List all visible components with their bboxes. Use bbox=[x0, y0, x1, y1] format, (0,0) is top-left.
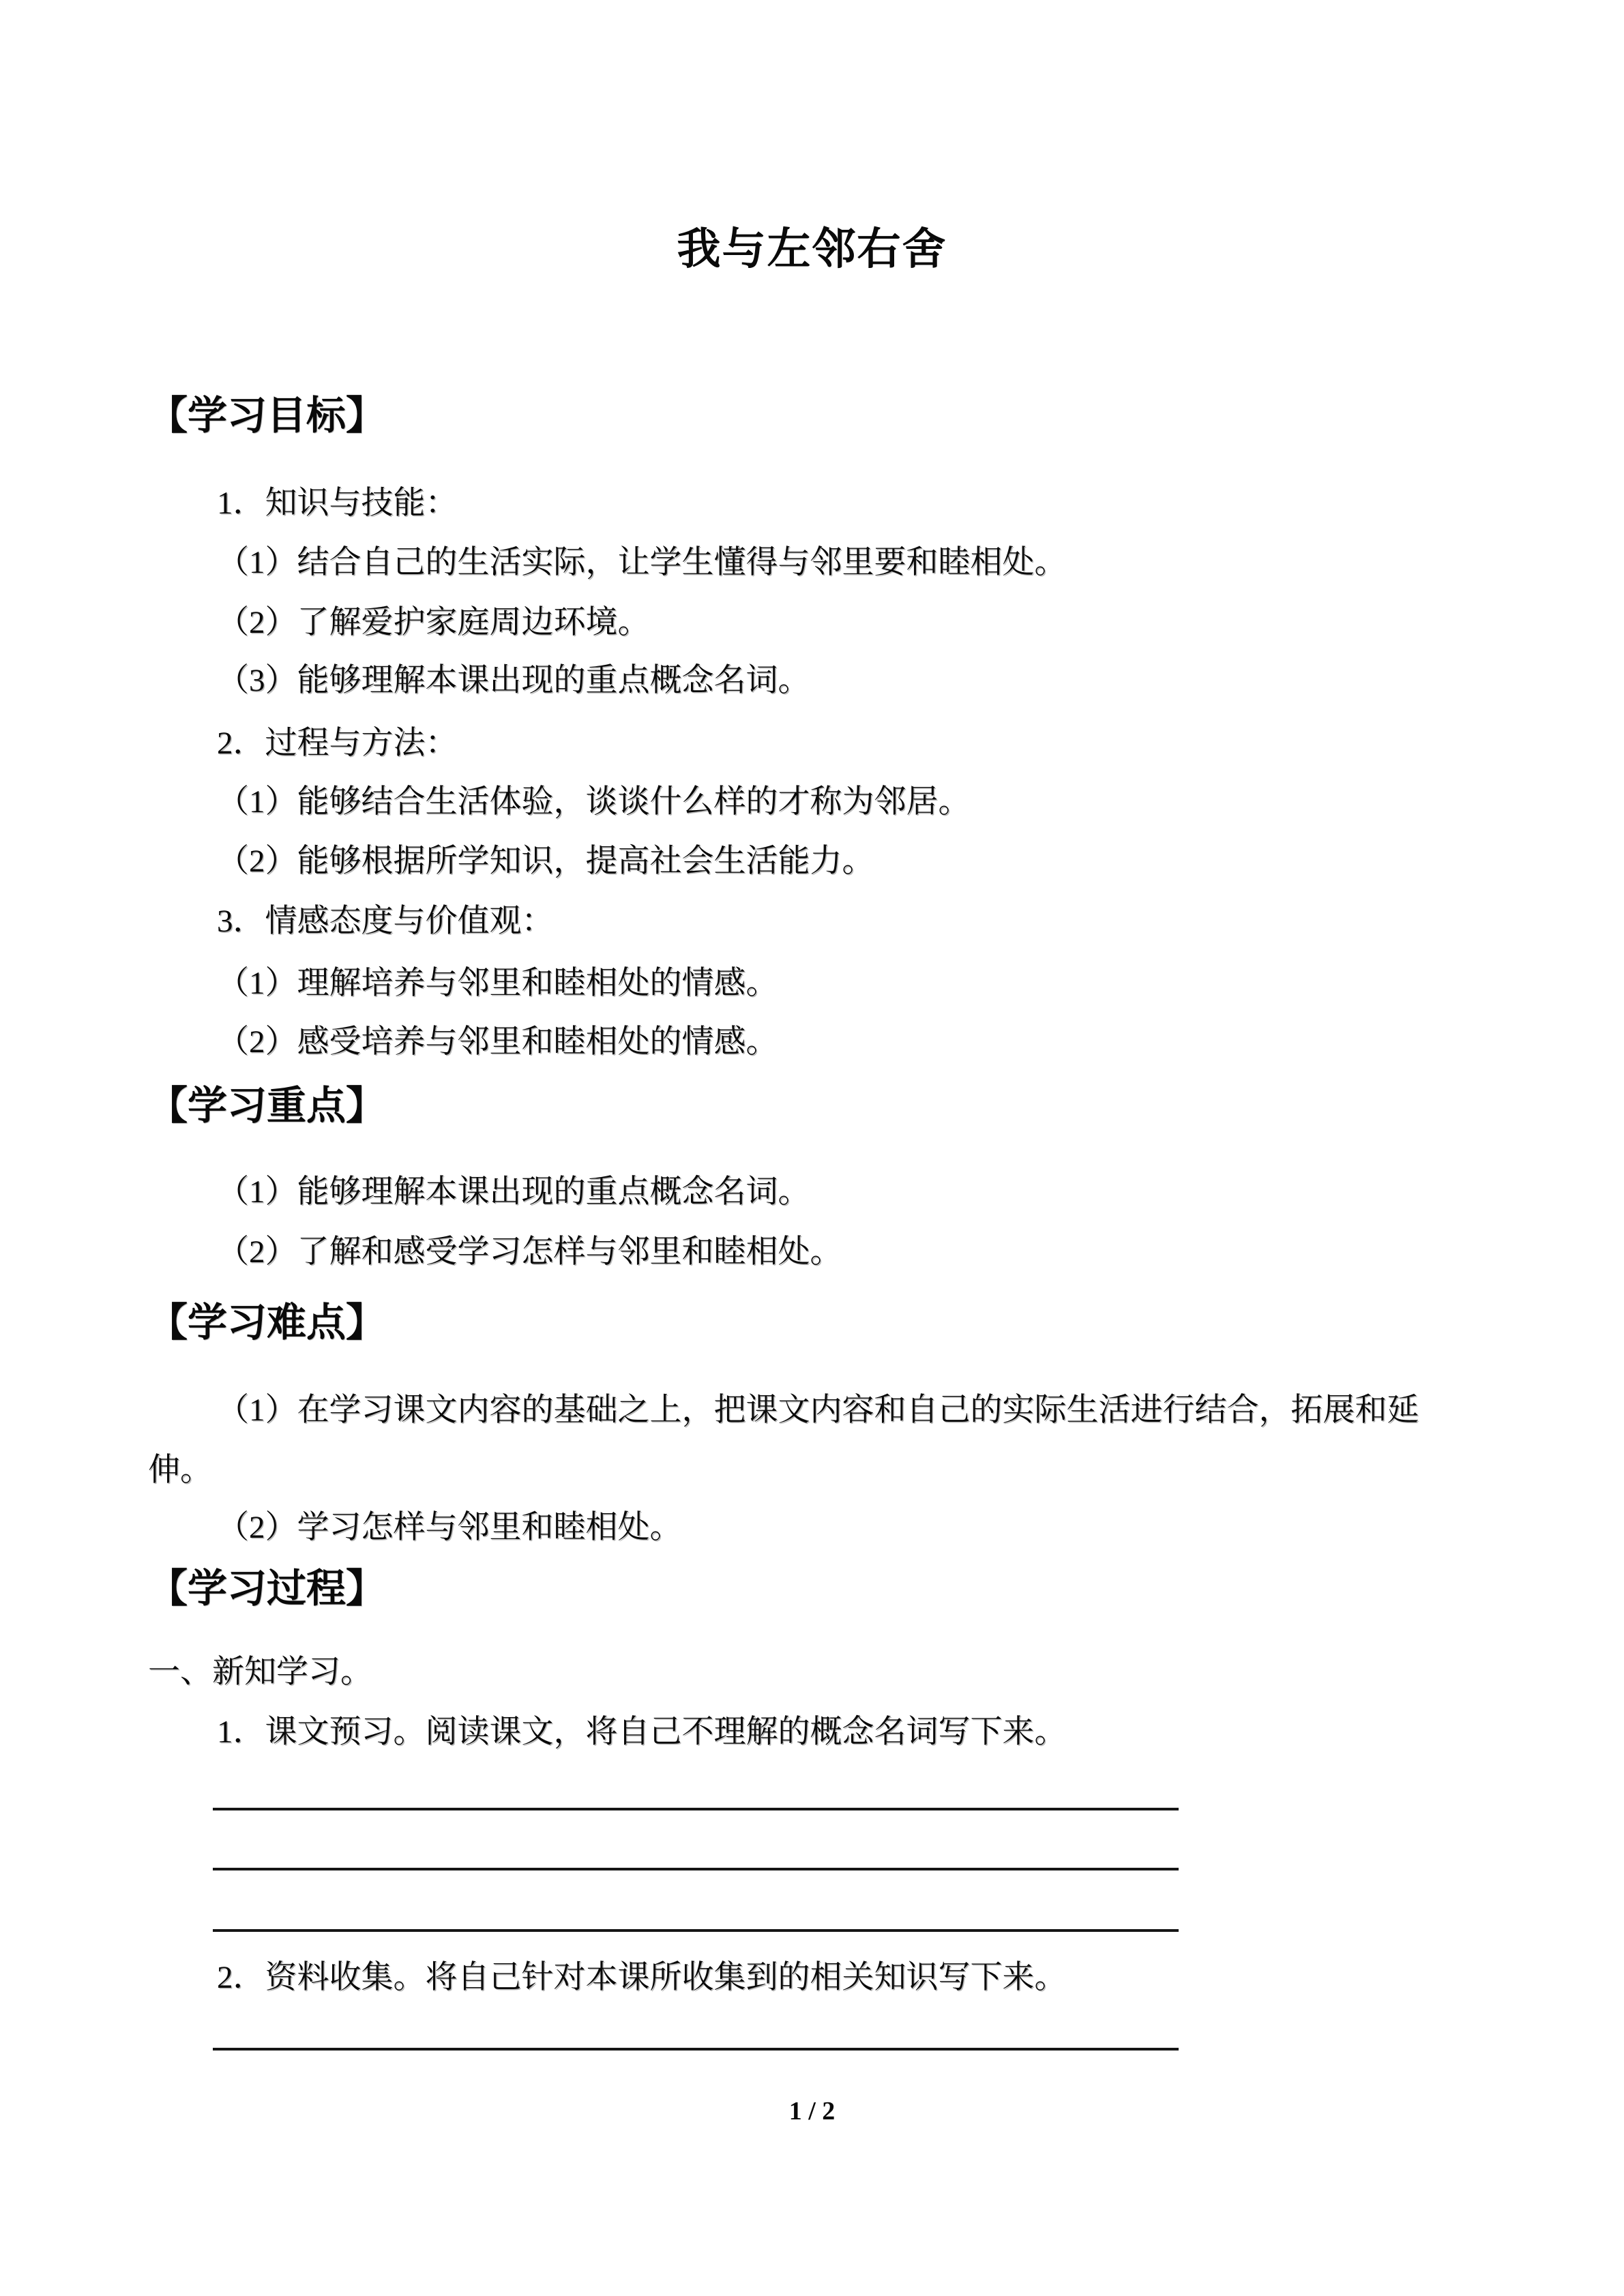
difficulties-item-wrap: 伸。 bbox=[148, 1452, 212, 1488]
objectives-item: （1）理解培养与邻里和睦相处的情感。 bbox=[217, 966, 778, 1001]
objectives-item: （2）了解爱护家庭周边环境。 bbox=[217, 605, 650, 640]
key-points-item: （1）能够理解本课出现的重点概念名词。 bbox=[217, 1174, 810, 1210]
objectives-item: （2）能够根据所学知识，提高社会生活能力。 bbox=[217, 844, 874, 879]
page-title: 我与左邻右舍 bbox=[677, 225, 947, 273]
answer-blank-line bbox=[213, 2048, 1179, 2051]
objectives-item: 2．过程与方法： bbox=[217, 726, 458, 761]
process-subheading: 一、新知学习。 bbox=[148, 1654, 372, 1690]
section-heading-process: 【学习过程】 bbox=[148, 1566, 386, 1611]
section-heading-difficulties: 【学习难点】 bbox=[148, 1300, 386, 1345]
answer-blank-line bbox=[213, 1808, 1179, 1810]
objectives-item: 1．知识与技能： bbox=[217, 486, 458, 521]
objectives-item: （1）结合自己的生活实际，让学生懂得与邻里要和睦相处。 bbox=[217, 545, 1067, 580]
difficulties-item: （2）学习怎样与邻里和睦相处。 bbox=[217, 1510, 682, 1545]
objectives-item: 3．情感态度与价值观： bbox=[217, 904, 554, 939]
page-number: 1 / 2 bbox=[788, 2097, 836, 2126]
objectives-item: （2）感受培养与邻里和睦相处的情感。 bbox=[217, 1024, 778, 1060]
section-heading-key-points: 【学习重点】 bbox=[148, 1084, 386, 1128]
answer-blank-line bbox=[213, 1929, 1179, 1932]
process-task: 1．课文预习。阅读课文，将自己不理解的概念名词写下来。 bbox=[217, 1714, 1067, 1750]
section-heading-objectives: 【学习目标】 bbox=[148, 393, 386, 438]
answer-blank-line bbox=[213, 1868, 1179, 1870]
process-task: 2．资料收集。将自己针对本课所收集到的相关知识写下来。 bbox=[217, 1960, 1067, 1995]
difficulties-item-line: （1）在学习课文内容的基础之上，把课文内容和自己的实际生活进行结合，拓展和延 bbox=[217, 1392, 1419, 1428]
key-points-item: （2）了解和感受学习怎样与邻里和睦相处。 bbox=[217, 1234, 842, 1270]
objectives-item: （3）能够理解本课出现的重点概念名词。 bbox=[217, 663, 810, 698]
objectives-item: （1）能够结合生活体验，谈谈什么样的才称为邻居。 bbox=[217, 784, 971, 820]
